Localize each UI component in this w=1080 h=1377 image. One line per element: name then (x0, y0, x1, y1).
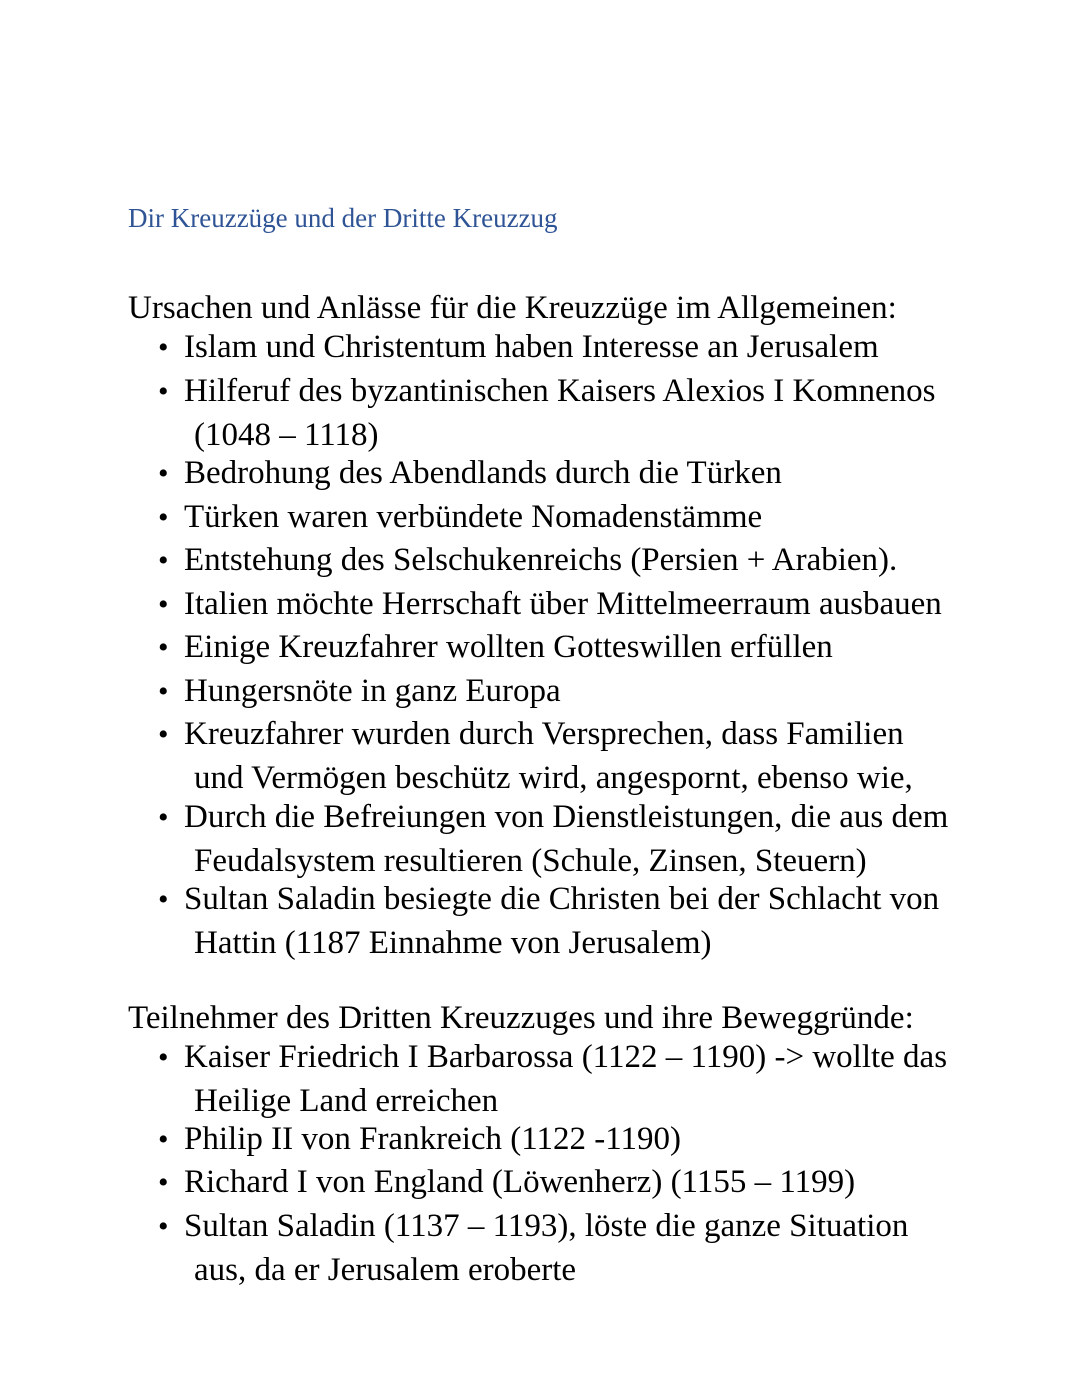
bullet-continuation: Feudalsystem resultieren (Schule, Zinsen, Steuern) (194, 843, 867, 879)
bullet-item (158, 879, 939, 920)
bullet-item (158, 1206, 908, 1247)
bullet-icon: • (158, 1166, 169, 1199)
bullet-text: Hilferuf des byzantinischen Kaisers Alexios I Komnenos (184, 373, 936, 409)
bullet-item (158, 540, 897, 581)
bullet-continuation: (1048 – 1118) (194, 417, 379, 453)
document-title: Dir Kreuzzüge und der Dritte Kreuzzug (128, 203, 558, 233)
bullet-icon: • (158, 457, 169, 490)
bullet-text: Bedrohung des Abendlands durch die Türken (184, 455, 782, 491)
bullet-text: Einige Kreuzfahrer wollten Gotteswillen erfüllen (184, 629, 833, 665)
bullet-icon: • (158, 1210, 169, 1243)
bullet-text: Kreuzfahrer wurden durch Versprechen, dass Familien (184, 716, 904, 752)
bullet-icon: • (158, 501, 169, 534)
bullet-text: Sultan Saladin besiegte die Christen bei der Schlacht von (184, 881, 940, 917)
bullet-item (158, 584, 942, 625)
section-heading-participants: Teilnehmer des Dritten Kreuzzuges und ihre Beweggründe: (128, 1000, 914, 1036)
bullet-continuation: Heilige Land erreichen (194, 1083, 499, 1119)
bullet-icon: • (158, 1041, 169, 1074)
bullet-continuation: und Vermögen beschütz wird, angespornt, ebenso wie, (194, 760, 913, 796)
bullet-icon: • (158, 375, 169, 408)
bullet-item (158, 453, 782, 494)
bullet-text: Entstehung des Selschukenreichs (Persien + Arabien). (184, 542, 898, 578)
bullet-text: Türken waren verbündete Nomadenstämme (184, 499, 763, 535)
bullet-icon: • (158, 1123, 169, 1156)
bullet-icon: • (158, 631, 169, 664)
bullet-item (158, 1119, 681, 1160)
bullet-text: Italien möchte Herrschaft über Mittelmeerraum ausbauen (184, 586, 942, 622)
bullet-text: Philip II von Frankreich (1122 -1190) (184, 1121, 682, 1157)
bullet-item (158, 327, 879, 368)
bullet-item (158, 797, 948, 838)
bullet-item (158, 1162, 855, 1203)
bullet-item (158, 497, 762, 538)
bullet-icon: • (158, 331, 169, 364)
bullet-icon: • (158, 718, 169, 751)
bullet-icon: • (158, 588, 169, 621)
bullet-item (158, 714, 904, 755)
bullet-text: Kaiser Friedrich I Barbarossa (1122 – 1190) -> wollte das (184, 1039, 948, 1075)
bullet-text: Islam und Christentum haben Interesse an Jerusalem (184, 329, 879, 365)
bullet-text: Durch die Befreiungen von Dienstleistungen, die aus dem (184, 799, 949, 835)
bullet-continuation: Hattin (1187 Einnahme von Jerusalem) (194, 925, 712, 961)
bullet-item (158, 1037, 947, 1078)
bullet-item (158, 671, 561, 712)
bullet-icon: • (158, 544, 169, 577)
bullet-text: Hungersnöte in ganz Europa (184, 673, 561, 709)
bullet-text: Sultan Saladin (1137 – 1193), löste die ganze Situation (184, 1208, 909, 1244)
bullet-icon: • (158, 675, 169, 708)
bullet-icon: • (158, 801, 169, 834)
section-heading-causes: Ursachen und Anlässe für die Kreuzzüge im Allgemeinen: (128, 290, 897, 326)
bullet-item (158, 627, 833, 668)
bullet-text: Richard I von England (Löwenherz) (1155 – 1199) (184, 1164, 856, 1200)
bullet-continuation: aus, da er Jerusalem eroberte (194, 1252, 577, 1288)
bullet-item (158, 371, 936, 412)
bullet-icon: • (158, 883, 169, 916)
